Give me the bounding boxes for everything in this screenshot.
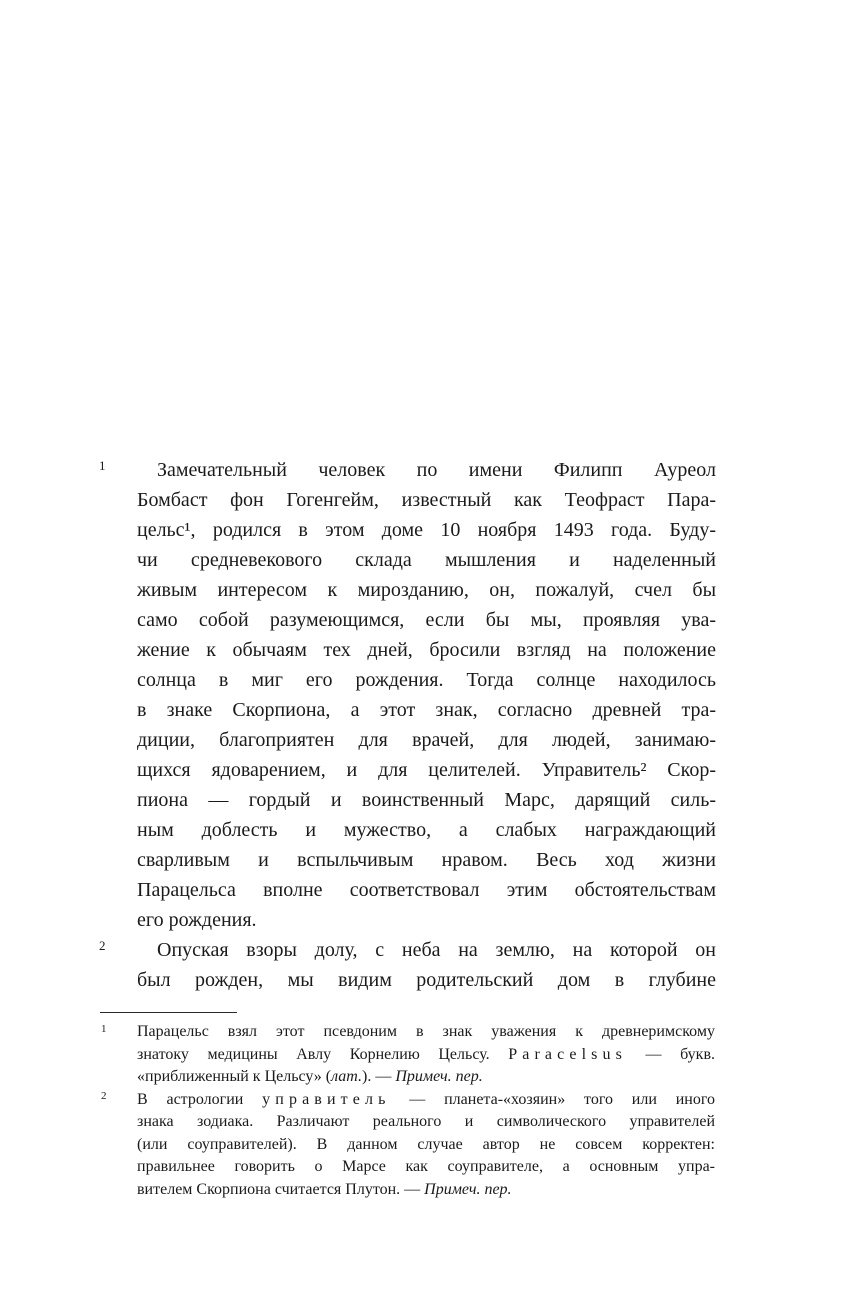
main-text-block xyxy=(137,455,716,995)
text-line: Опуская взоры долу, с неба на землю, на которой он xyxy=(157,939,716,961)
text-line: солнца в миг его рождения. Тогда солнце находилось xyxy=(137,669,716,691)
footnote-line: вителем Скорпиона считается Плутон. — Примеч. пер. xyxy=(137,1180,512,1198)
footnote-number: 1 xyxy=(101,1023,107,1035)
text-line: жение к обычаям тех дней, бросили взгляд на положение xyxy=(137,639,716,661)
footnote-line: «приближенный к Цельсу» (лат.). — Примеч. пер. xyxy=(137,1068,483,1085)
text-line: чи средневекового склада мышления и наделенный xyxy=(137,549,716,571)
footnote-line: (или соуправителей). В данном случае автор не совсем корректен: xyxy=(137,1135,715,1153)
text-line: живым интересом к мирозданию, он, пожалуй, счел бы xyxy=(137,579,716,601)
text-line: в знаке Скорпиона, а этот знак, согласно древней тра- xyxy=(137,699,716,721)
footnotes-block xyxy=(137,1021,715,1201)
text-line: сварливым и вспыльчивым нравом. Весь ход жизни xyxy=(137,849,716,871)
footnote-line: знака зодиака. Различают реального и символического управителей xyxy=(137,1113,715,1130)
paragraph-number: 1 xyxy=(99,458,106,473)
text-line: был рожден, мы видим родительский дом в глубине xyxy=(137,969,716,991)
footnote-number: 2 xyxy=(101,1090,107,1102)
text-line: диции, благоприятен для врачей, для людей, занимаю- xyxy=(137,729,716,751)
text-line: цельс¹, родился в этом доме 10 ноября 1493 года. Буду- xyxy=(137,519,716,541)
footnote-line: правильнее говорить о Марсе как соуправителе, а основным упра- xyxy=(137,1158,715,1175)
paragraph-number: 2 xyxy=(99,938,106,953)
footnote-line: Парацельс взял этот псевдоним в знак уважения к древнеримскому xyxy=(137,1023,715,1040)
text-line: его рождения. xyxy=(137,909,257,931)
text-line: ным доблесть и мужество, а слабых награждающий xyxy=(137,819,716,841)
text-line: Парацельса вполне соответствовал этим обстоятельствам xyxy=(137,879,716,901)
text-line: пиона — гордый и воинственный Марс, дарящий силь- xyxy=(137,789,716,811)
text-line: Бомбаст фон Гогенгейм, известный как Теофраст Пара- xyxy=(137,489,716,511)
text-line: само собой разумеющимся, если бы мы, проявляя ува- xyxy=(137,609,716,631)
footnote-separator xyxy=(100,1012,237,1013)
text-line: щихся ядоварением, и для целителей. Управитель² Скор- xyxy=(137,759,716,781)
text-line: Замечательный человек по имени Филипп Ауреол xyxy=(157,459,716,481)
footnote-line: В астрологии управитель — планета-«хозяин» того или иного xyxy=(137,1090,715,1108)
footnote-line: знатоку медицины Авлу Корнелию Цельсу. Paracelsus — букв. xyxy=(137,1045,716,1063)
